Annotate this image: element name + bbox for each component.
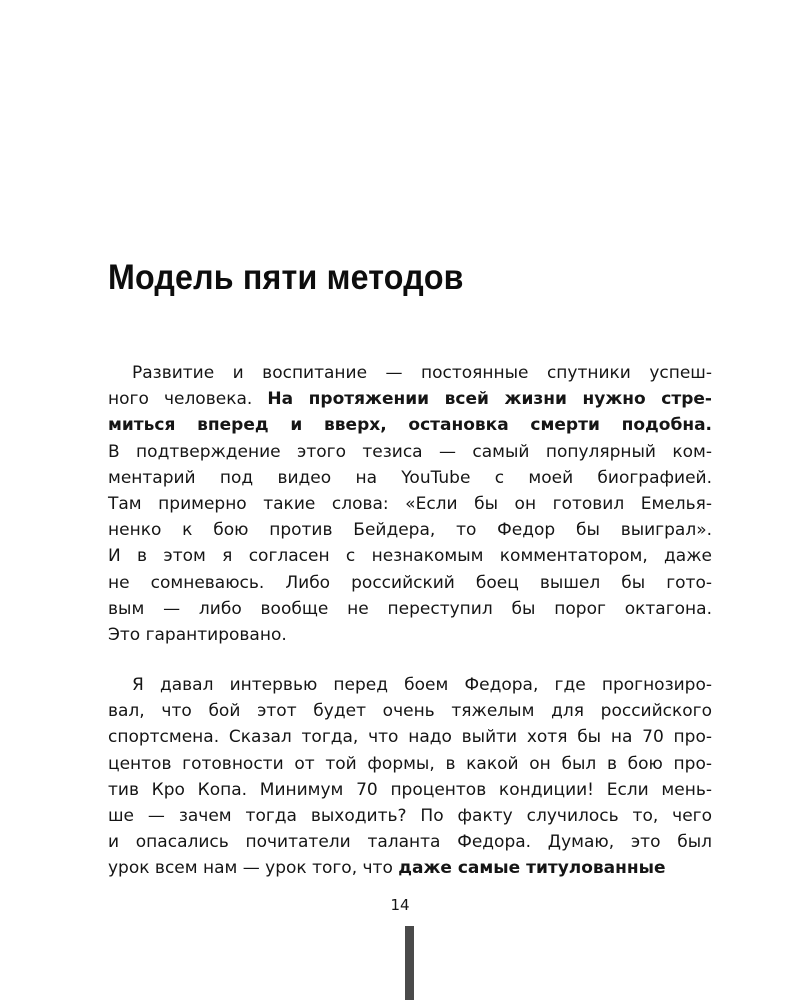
- paragraph-2: [108, 672, 712, 882]
- text-segment: ментарий под видео на YouTube с моей биографией.: [108, 467, 712, 488]
- text-segment: Развитие и воспитание — постоянные спутники успеш-: [132, 363, 712, 383]
- text-segment: Это гарантировано.: [108, 624, 287, 645]
- text-segment: ненко к бою против Бейдера, то Федор бы выиграл».: [108, 520, 712, 541]
- text-segment: Там примерно такие слова: «Если бы он готовил Емелья-: [108, 493, 712, 514]
- text-segment: вал, что бой этот будет очень тяжелым для российского: [108, 701, 712, 722]
- text-segment: урок всем нам — урок того, что: [108, 858, 399, 879]
- text-segment: не сомневаюсь. Либо российский боец вышел бы гото-: [108, 572, 712, 593]
- bold-text-segment: даже самые титулованные: [398, 858, 666, 879]
- text-segment: В подтверждение этого тезиса — самый популярный ком-: [108, 441, 712, 462]
- text-line: [108, 596, 712, 622]
- text-line: [108, 439, 712, 465]
- text-line: [108, 360, 712, 386]
- text-line: [108, 672, 712, 698]
- text-line: [108, 517, 712, 543]
- text-line: [108, 829, 712, 855]
- text-line: [108, 543, 712, 569]
- text-segment: спортсмена. Сказал тогда, что надо выйти хотя бы на 70 про-: [108, 727, 712, 748]
- text-segment: Я давал интервью перед боем Федора, где прогнозиро-: [132, 675, 712, 695]
- text-line: [108, 491, 712, 517]
- text-line: [108, 803, 712, 829]
- text-line: [108, 622, 712, 648]
- text-line: [108, 386, 712, 412]
- page-number: 14: [390, 896, 410, 914]
- text-line: [108, 751, 712, 777]
- text-segment: и опасались почитатели таланта Федора. Думаю, это был: [108, 832, 712, 853]
- text-segment: тив Кро Копа. Минимум 70 процентов кондиции! Если мень-: [108, 779, 712, 800]
- text-segment: ше — зачем тогда выходить? По факту случилось то, чего: [108, 805, 712, 826]
- text-line: [108, 855, 712, 881]
- text-line: [108, 465, 712, 491]
- text-line: [108, 570, 712, 596]
- bold-text-segment: миться вперед и вверх, остановка смерти подобна.: [108, 415, 712, 436]
- paragraph-1: [108, 360, 712, 648]
- text-segment: ного человека.: [108, 389, 268, 410]
- text-segment: вым — либо вообще не переступил бы порог октагона.: [108, 598, 712, 619]
- text-line: [108, 412, 712, 438]
- text-segment: центов готовности от той формы, в какой он был в бою про-: [108, 753, 712, 774]
- text-segment: И в этом я согласен с незнакомым комментатором, даже: [108, 546, 712, 567]
- text-line: [108, 698, 712, 724]
- chapter-heading: Модель пяти методов: [108, 258, 464, 297]
- page-edge-bar: [405, 926, 414, 1000]
- bold-text-segment: На протяжении всей жизни нужно стре-: [267, 389, 712, 410]
- text-line: [108, 724, 712, 750]
- text-line: [108, 777, 712, 803]
